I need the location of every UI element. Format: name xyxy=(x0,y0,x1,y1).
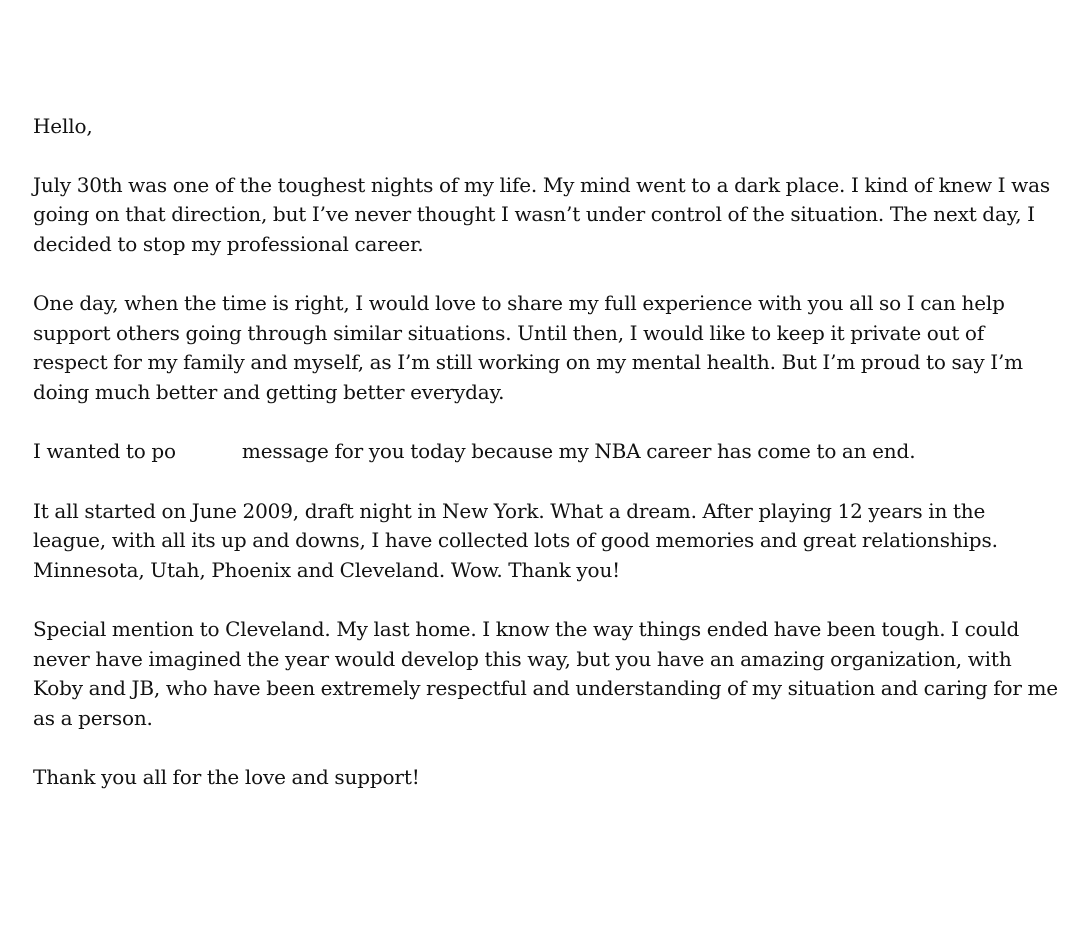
obscured-line-start: I wanted to po xyxy=(33,439,176,463)
paragraph-draft-night: It all started on June 2009, draft night in New York. What a dream. After playing 12 years in the league, with all its up and downs, I have collected lots of good memories and great relationships. Minnesota, Utah, Phoenix and Cleveland. Wow. Thank you! xyxy=(33,498,998,582)
greeting: Hello, xyxy=(33,114,93,138)
paragraph-share-experience: One day, when the time is right, I would love to share my full experience with you all so I can help support others going through similar situations. Until then, I would like to keep it private out of respect for my family and myself, as I’m still working on my mental health. But I’m proud to say I’m doing much better and getting better everyday. xyxy=(33,291,1023,404)
closing-line: Thank you all for the love and support! xyxy=(33,765,420,789)
paragraph-nba-career-end xyxy=(33,437,1063,467)
letter-body xyxy=(33,112,1063,823)
paragraph-cleveland: Special mention to Cleveland. My last home. I know the way things ended have been tough. I could never have imagined the year would develop this way, but you have an amazing organization, with Koby and JB, who have been extremely respectful and understanding of my situation and caring for me as a person. xyxy=(33,617,1058,730)
paragraph-july-30th: July 30th was one of the toughest nights of my life. My mind went to a dark place. I kind of knew I was going on that direction, but I’ve never thought I wasn’t under control of the situation. The next day, I decided to stop my professional career. xyxy=(33,172,1050,256)
obscured-line-end: message for you today because my NBA career has come to an end. xyxy=(241,439,916,463)
